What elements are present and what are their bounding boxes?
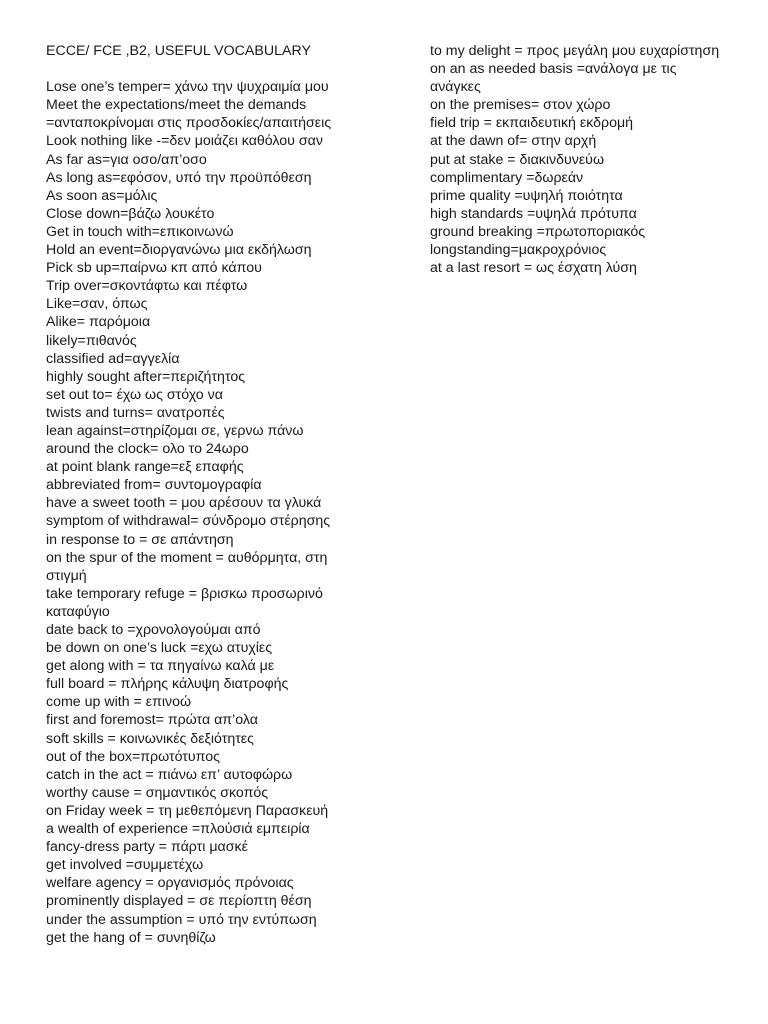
vocab-entry: field trip = εκπαιδευτική εκδρομή	[430, 115, 634, 132]
vocab-entry: Hold an event=διοργανώνω μια εκδήλωση	[46, 242, 312, 259]
vocab-entry: As soon as=μόλις	[46, 187, 158, 204]
vocab-entry: on the spur of the moment = αυθόρμητα, στη στιγμή	[46, 549, 328, 584]
vocab-entry: have a sweet tooth = μου αρέσουν τα γλυκά	[46, 495, 322, 512]
vocab-entry: on an as needed basis =ανάλογα με τις ανάγκες	[430, 61, 677, 96]
vocab-entry: catch in the act = πιάνω επ’ αυτοφώρω	[46, 766, 293, 783]
vocab-entry: get involved =συμμετέχω	[46, 857, 204, 874]
vocab-entry: under the assumption = υπό την εντύπωση	[46, 911, 317, 928]
vocab-entry: worthy cause = σημαντικός σκοπός	[46, 784, 269, 801]
vocab-entry: soft skills = κοινωνικές δεξιότητες	[46, 730, 254, 747]
vocab-entry: complimentary =δωρεάν	[430, 169, 584, 186]
vocab-entry: out of the box=πρωτότυπος	[46, 748, 220, 765]
vocab-entry: longstanding=μακροχρόνιος	[430, 242, 607, 259]
vocab-entry: Get in touch with=επικοινωνώ	[46, 223, 234, 240]
vocab-entry: date back to =χρονολογούμαι από	[46, 622, 261, 638]
vocab-entry: lean against=στηρίζομαι σε, γερνω πάνω	[46, 422, 304, 439]
vocab-entry: prominently displayed = σε περίοπτη θέση	[46, 893, 312, 910]
vocab-entry: first and foremost= πρώτα απ’ολα	[46, 712, 258, 729]
vocab-entry: welfare agency = οργανισμός πρόνοιας	[46, 875, 294, 892]
vocab-entry: Lose one’s temper= χάνω την ψυχραιμία μου	[46, 79, 329, 96]
left-column	[46, 42, 364, 947]
vocab-entry: Alike= παρόμοια	[46, 314, 151, 331]
right-column	[430, 42, 730, 277]
vocab-entry: a wealth of experience =πλούσιά εμπειρία	[46, 821, 310, 838]
document-title: ECCE/ FCE ,B2, USEFUL VOCABULARY	[46, 43, 311, 59]
vocab-entry: As far as=για οσο/απ’οσο	[46, 151, 207, 168]
vocab-entry: full board = πλήρης κάλυψη διατροφής	[46, 676, 289, 693]
vocab-entry: to my delight = προς μεγάλη μου ευχαρίστηση	[430, 43, 720, 59]
vocab-entry: classified ad=αγγελία	[46, 350, 180, 367]
vocab-entry: around the clock= ολο το 24ωρο	[46, 441, 249, 458]
vocab-entry: set out to= έχω ως στόχο να	[46, 386, 223, 403]
vocab-entry: Trip over=σκοντάφτω και πέφτω	[46, 278, 248, 295]
vocab-entry: come up with = επινοώ	[46, 694, 192, 711]
vocab-entry: abbreviated from= συντομογραφία	[46, 477, 262, 494]
vocab-entry: prime quality =υψηλή ποιότητα	[430, 187, 623, 204]
vocab-entry: highly sought after=περιζήτητος	[46, 368, 246, 385]
vocab-entry: Pick sb up=παίρνω κπ από κάπου	[46, 260, 262, 277]
vocab-entry: get the hang of = συνηθίζω	[46, 929, 216, 946]
vocab-entry: fancy-dress party = πάρτι μασκέ	[46, 839, 248, 856]
vocab-entry: on Friday week = τη μεθεπόμενη Παρασκευή	[46, 802, 329, 819]
vocab-entry: Look nothing like -=δεν μοιάζει καθόλου σαν	[46, 133, 323, 150]
vocab-entry: put at stake = διακινδυνεύω	[430, 151, 605, 168]
vocab-entry: twists and turns= ανατροπές	[46, 404, 225, 421]
vocab-entry: high standards =υψηλά πρότυπα	[430, 205, 637, 222]
vocab-entry: Like=σαν, όπως	[46, 296, 148, 313]
vocab-entry: in response to = σε απάντηση	[46, 531, 234, 548]
vocab-entry: at point blank range=εξ επαφής	[46, 459, 244, 476]
vocab-entry: be down on one’s luck =εχω ατυχίες	[46, 640, 273, 657]
vocab-entry: As long as=εφόσον, υπό την προϋπόθεση	[46, 169, 312, 186]
vocab-entry: at the dawn of= στην αρχή	[430, 133, 597, 150]
vocab-entry: Meet the expectations/meet the demands =ανταποκρίνομαι στις προσδοκίες/απαιτήσεις	[46, 97, 332, 132]
vocab-entry: on the premises= στον χώρο	[430, 97, 611, 114]
vocab-entry: likely=πιθανός	[46, 332, 137, 349]
vocab-entry: symptom of withdrawal= σύνδρομο στέρησης	[46, 513, 331, 530]
vocab-entry: Close down=βάζω λουκέτο	[46, 205, 215, 222]
vocab-entry: at a last resort = ως έσχατη λύση	[430, 260, 637, 277]
vocab-entry: get along with = τα πηγαίνω καλά με	[46, 658, 275, 675]
vocab-entry: take temporary refuge = βρισκω προσωρινό καταφύγιο	[46, 585, 323, 620]
vocab-entry: ground breaking =πρωτοποριακός	[430, 223, 646, 240]
